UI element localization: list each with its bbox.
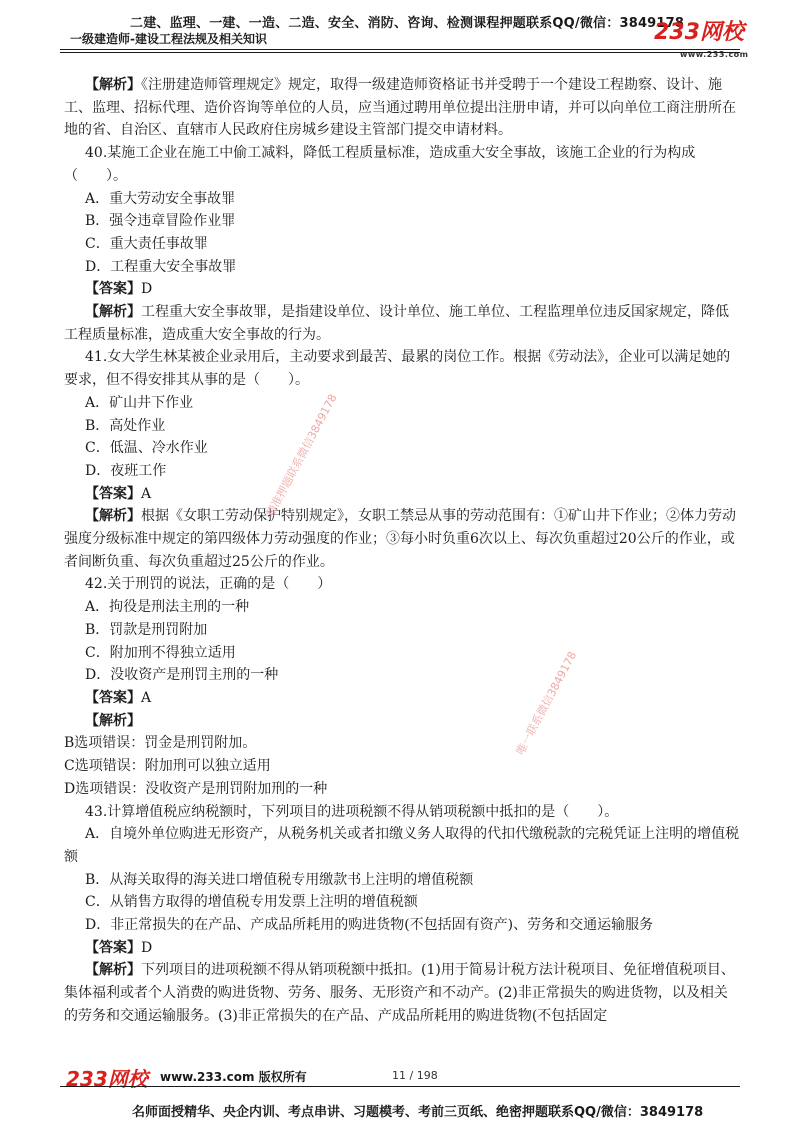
header-contact-line: 二建、监理、一建、一造、二造、安全、消防、咨询、检测课程押题联系QQ/微信：3849178 [130,16,685,31]
header-logo-domain: www.233.com [680,50,749,59]
question-40: 40.某施工企业在施工中偷工减料，降低工程质量标准，造成重大安全事故，该施工企业的行为构成（ ）。 [64,145,696,184]
analysis-label: 【解析】 [85,508,141,525]
answer-block [64,937,740,960]
option-line: C．从销售方取得的增值税专用发票上注明的增值税额 [85,894,418,911]
question-41: 41.女大学生林某被企业录用后，主动要求到最苦、最累的岗位工作。根据《劳动法》，企业可以满足她的要求，但不得安排其从事的是（ ）。 [64,349,731,389]
option-line: C．低温、冷水作业 [85,440,208,457]
analysis-line: D选项错误：没收资产是刑罚附加刑的一种 [64,780,328,797]
answer-text: A [141,485,152,502]
analysis-block [64,959,740,1027]
footer-copyright: www.233.com 版权所有 [160,1070,307,1084]
analysis-text: 根据《女职工劳动保护特别规定》，女职工禁忌从事的劳动范围有：①矿山井下作业；②体力劳动强度分级标准中规定的第四级体力劳动强度的作业；③每小时负重6次以上、每次负重超过20公斤的作业，或者间断负重、每次负重超过25公斤的作业。 [64,508,736,570]
answer-text: D [141,281,153,298]
analysis-label: 【解析】 [85,712,141,729]
analysis-block [64,505,740,573]
option-line: D．非正常损失的在产品、产成品所耗用的购进货物(不包括固有资产)、劳务和交通运输服务 [85,917,654,934]
analysis-label: 【解析】 [85,77,141,93]
question-43: 43.计算增值税应纳税额时，下列项目的进项税额不得从销项税额中抵扣的是（ ）。 [85,803,619,820]
analysis-block [64,301,740,346]
analysis-line: B选项错误：罚金是刑罚附加。 [64,735,257,752]
document-subtitle: 一级建造师-建设工程法规及相关知识 [70,32,267,46]
answer-block [64,687,740,710]
option-line: B．从海关取得的海关进口增值税专用缴款书上注明的增值税额 [85,871,474,888]
option-line: A．自境外单位购进无形资产，从税务机关或者扣缴义务人取得的代扣代缴税款的完税凭证上注明的增值税额 [64,826,740,865]
header-divider [60,49,740,50]
analysis-text: 下列项目的进项税额不得从销项税额中抵扣。(1)用于简易计税方法计税项目、免征增值税项目、集体福利或者个人消费的购进货物、劳务、服务、无形资产和不动产。(2)非正常损失的购进货物，以及相关的劳务和交通运输服务。(3)非正常损失的在产品、产成品所耗用的购进货物(不包括固定 [64,962,735,1024]
answer-block [64,278,740,301]
option-line: B．罚款是刑罚附加 [85,621,208,638]
option-line: C．重大责任事故罪 [85,235,208,252]
analysis-label: 【解析】 [85,962,141,979]
header-divider-thin [60,52,740,53]
analysis-block [64,74,740,142]
watermark-stamp: 唯一联系微信3849178 [513,649,580,758]
option-line: B．高处作业 [85,417,166,434]
page-number: 11 / 198 [392,1069,438,1082]
answer-label: 【答案】 [85,939,141,956]
answer-block [64,483,740,506]
answer-text: A [141,689,152,706]
answer-text: D [141,939,153,956]
watermark-stamp: 精准押题联系微信3849178 [263,391,340,520]
option-line: D．工程重大安全事故罪 [85,258,237,275]
analysis-text: 《注册建造师管理规定》规定，取得一级建造师资格证书并受聘于一个建设工程勘察、设计、施工、监理、招标代理、造价咨询等单位的人员，应当通过聘用单位提出注册申请，并可以向单位工商注册所在地的省、自治区、直辖市人民政府住房城乡建设主管部门提交申请材料。 [64,77,736,139]
analysis-block [64,710,740,733]
option-line: C．附加刑不得独立适用 [85,644,236,661]
answer-label: 【答案】 [85,281,141,298]
document-body [64,74,740,1028]
footer-contact-line: 名师面授精华、央企内训、考点串讲、习题模考、考前三页纸、绝密押题联系QQ/微信：3849178 [132,1105,704,1120]
option-line: A．矿山井下作业 [85,394,194,411]
footer-logo: 233网校 [66,1067,148,1091]
question-42: 42.关于刑罚的说法，正确的是（ ） [85,576,332,593]
answer-label: 【答案】 [85,485,141,502]
analysis-label: 【解析】 [85,304,141,321]
footer-divider [60,1086,740,1087]
header-logo-text: 233网校 [654,20,744,45]
option-line: D．没收资产是刑罚主刑的一种 [85,667,279,684]
analysis-line: C选项错误：附加刑可以独立适用 [64,758,271,775]
option-line: A．重大劳动安全事故罪 [85,190,236,207]
option-line: D．夜班工作 [85,462,167,479]
option-line: A．拘役是刑法主刑的一种 [85,599,250,616]
header-logo [654,20,749,59]
answer-label: 【答案】 [85,689,141,706]
analysis-text: 工程重大安全事故罪，是指建设单位、设计单位、施工单位、工程监理单位违反国家规定，降低工程质量标准，造成重大安全事故的行为。 [64,304,729,343]
option-line: B．强令违章冒险作业罪 [85,213,236,230]
